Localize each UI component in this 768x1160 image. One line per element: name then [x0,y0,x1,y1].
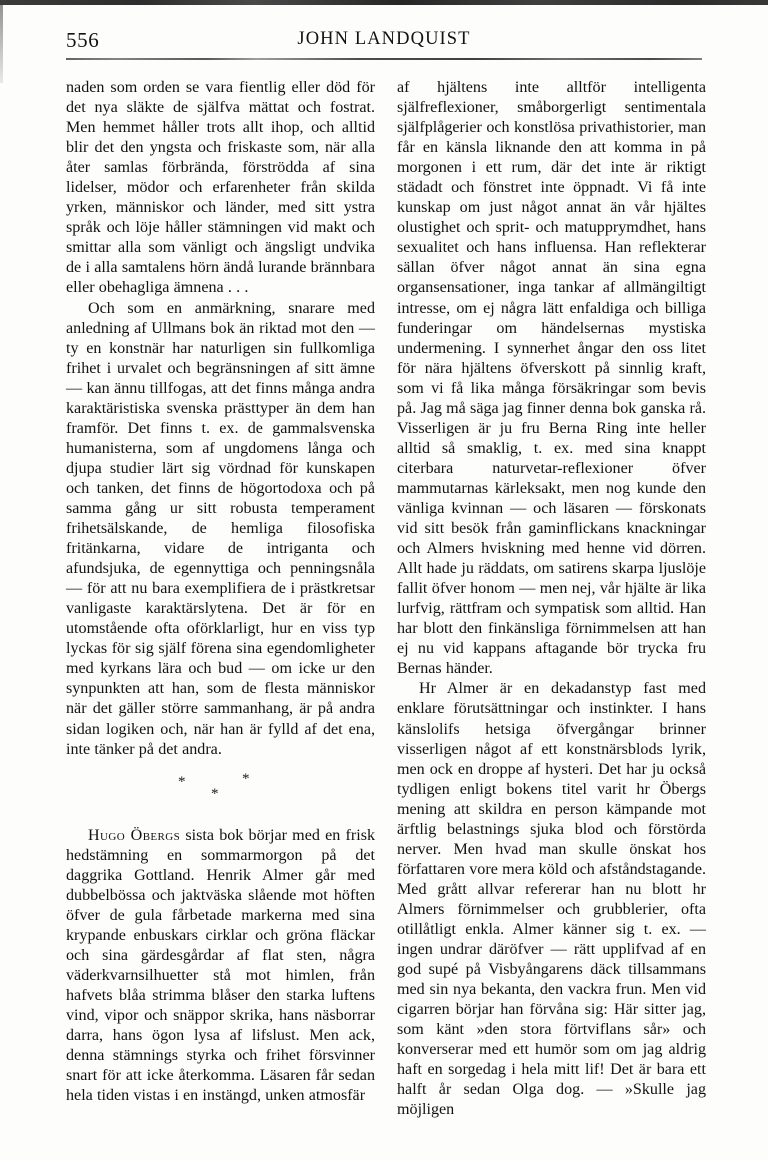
paragraph-body: sista bok börjar med en frisk hedstämning en sommarmorgon på det daggrika Gottland. Henrik Almer går med dubbelbössa och jaktväska slående mot höften öfver de gula fårbetade markerna med sina krypande enbuskars cirklar och gröna fläckar och sina gärdesgårdar af flat sten, några väderkvarnsilhuetter stå mot himlen, från hafvets blåa strimma blåser den starka luftens vind, vipor och snäppor skrika, hans näsborrar darra, hans ögon lysa af lifslust. Men ack, denna stämnings styrka och frihet försvinner snart för att icke återkomma. Läsaren får sedan hela tiden vistas i en instängd, unken atmosfär [66,826,376,1105]
small-caps-lead-in: Hugo Öbergs [88,826,181,844]
paragraph: Och som en anmärkning, snarare med anledning af Ullmans bok än riktad mot den — ty en konstnär har naturligen sin fullkomliga frihet i urvalet och begränsningen af sitt ämne — kan ännu tillfogas, att det finns många andra karaktäristiska svenska prästtyper än dem han framför. Det finns t. ex. de gammalsvenska humanisterna, som af ungdomens långa och djupa studier lärt sig vördnad för kunskapen och tanken, det finns de högortodoxa och på samma gång ur sitt robusta temperament frihetsälskande, de hemliga filosofiska fritänkarna, vidare de intriganta och afundsjuka, de egennyttiga och penningsnåla — för att nu bara exemplifiera de i prästkretsar vanligaste karaktärslytena. Det är för en utomstående ofta oförklarligt, hur en viss typ lyckas för sig själf förena sina egendomligheter med kyrkans lära och bud — om icke ur den synpunkten att han, som de flesta människor när det gäller större sammanhang, är på andra sidan logiken och, när han är fylld af det ena, inte tänker på det andra. [66,299,375,758]
asterisk-glyph: * [211,785,219,802]
paragraph: Hr Almer är en dekadanstyp fast med enklare förutsättningar och instinkter. I hans känslolifs hetsiga öfvergångar brinner visserligen något af ett konstnärsblods lyrik, men ock en droppe af hysteri. Det har ju också tydligen enligt bokens titel varit hr Öbergs mening att skildra en person kämpande mot ärftlig belastnings sjuka blod och förstörda nerver. Men hvad man skulle önskat hos författaren vore mera köld och afståndstagande. Med grått allvar refererar han nu blott hr Almers förnimmelser och grubblerier, ofta otillåtligt enkla. Almer känner sig t. ex. — ingen undrar däröfver — rätt upplifvad af en god supé på Visbyångarens däck tillsammans med sin nya bekanta, den vackra frun. Men vid cigarren börjar han förvåna sig: Här sitter jag, som känt »den stora förtviflans sår» och konverserar med ett humör som om jag aldrig haft en sorgedag i hela mitt lif! Det är bara ett halft år sedan Olga dog. — »Skulle jag möjligen [397,680,706,1119]
running-head-title: JOHN LANDQUIST [297,29,471,49]
left-column [66,78,375,1120]
asterisk-glyph: * [178,773,186,790]
paragraph: af hjältens inte alltför intelligenta själfreflexioner, småborgerligt sentimentala själfplågerier och konstlösa privathistorier, man får en känsla liknande den att komma in på morgonen i ett rum, där det inte är riktigt städadt och fönstret inte öppnadt. Vi få inte kunskap om just något annat än vår hjältes olustighet och sprit- och matupprymdhet, hans sexualitet och hans influensa. Han reflekterar sällan öfver något annat än sina egna organsensationer, inga tankar af allmängiltigt intresse, om ej några lätt enfaldiga och billiga funderingar om händelsernas mystiska undermening. I synnerhet ångar den oss litet för nära hjältens öfverskott på sinnlig kraft, som vi få lika många försäkringar som bevis på. Jag må säga jag finner denna bok ganska rå. Visserligen är ju fru Berna Ring inte heller alltid så smaklig, t. ex. med sina knappt citerbara naturvetar-reflexioner öfver mammutarnas kärleksakt, men nog kunde den vänliga kvinnan — och läsaren — förskonats vid sitt besök från gaminflickans knackningar och Almers hviskning med henne vid dörren. Allt hade ju räddats, om satirens skarpa ljuslöje fallit öfver honom — men nej, vår hjälte är lika lurfvig, rättfram och sympatisk som alltid. Han har blott den finkänsliga förnimmelsen att han ej nu vid kappans aftagande bör trycka fru Bernas händer. [397,79,706,678]
text-columns [66,78,706,1120]
header-rule [66,58,702,60]
page-number: 556 [66,28,100,52]
right-column [397,78,706,1120]
paragraph: naden som orden se vara fientlig eller död för det nya släkte de själfva mättat och fostrat. Men hemmet håller trots allt ihop, och alltid blir det den yngsta och friskaste som, när alla åter samlas förbrända, förströdda af sina lidelser, mödor och erfarenheter från skilda yrken, människor och länder, med sitt ystra språk och löje håller stämningen vid makt och smittar alla som vänligt och ängsligt undvika de i alla samtalens hörn ändå lurande brännbara eller obehagliga ämnena . . . [66,79,375,297]
asterisk-separator [66,771,375,813]
scan-edge-left [0,5,3,83]
scan-edge-top [0,0,768,5]
paragraph [66,826,375,1107]
asterisk-glyph: * [242,770,250,787]
page-header [66,28,702,58]
